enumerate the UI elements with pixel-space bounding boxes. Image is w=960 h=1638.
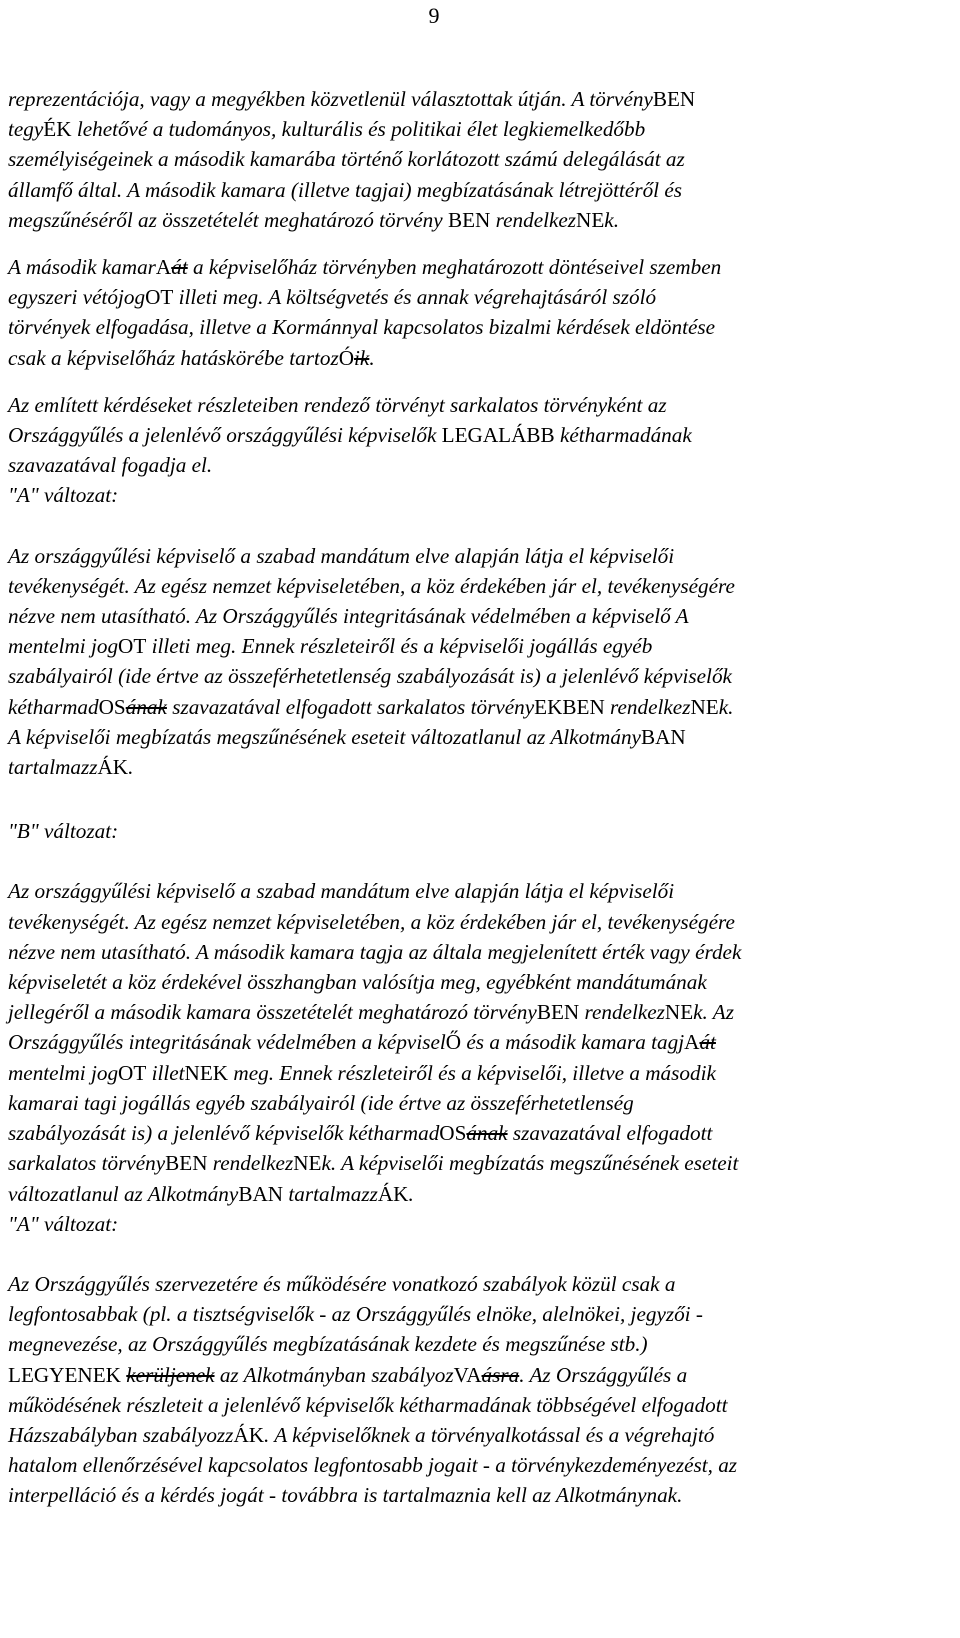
text-run: k. — [693, 1000, 713, 1025]
text-run: szabályozását is) a jelenlévő képviselők kétharmad — [8, 1121, 440, 1146]
text-run: illet — [146, 1060, 185, 1085]
text-line — [8, 114, 954, 144]
text-line — [8, 1118, 954, 1148]
text-run: Az — [712, 1000, 734, 1025]
paragraph — [8, 252, 954, 373]
text-run: A képviselőknek a törvényalkotással és a végrehajtó — [274, 1422, 715, 1447]
text-run: LEGALÁBB — [441, 423, 555, 448]
text-line — [8, 816, 954, 846]
text-run: képviseletét a köz érdekével összhangban valósítja meg, egyébként mandátumának — [8, 970, 707, 995]
paragraph — [8, 541, 954, 783]
text-run: OS — [439, 1121, 467, 1146]
text-run: Országgyűlés integritásának védelmében a képvisel — [8, 1030, 446, 1055]
text-line — [8, 1027, 954, 1057]
text-line — [8, 282, 954, 312]
text-run: működésének részleteit a jelenlévő képviselők kétharmadának többségével elfogadott — [8, 1392, 728, 1417]
text-run: megszűnéséről az összetételét meghatározó törvény — [8, 207, 448, 232]
text-run: szabályairól (ide értve az összeférhetetlenség szabályozását is) a jelenlévő képviselők — [8, 664, 732, 689]
text-run: tartalmazz — [8, 755, 98, 780]
document-body — [8, 84, 954, 1511]
text-run: tartalmazz — [283, 1181, 378, 1206]
text-run: VA — [453, 1362, 482, 1387]
text-run: NEK — [184, 1060, 229, 1085]
paragraph-gap — [8, 235, 954, 252]
text-line — [8, 1450, 954, 1480]
text-run: EKBEN — [534, 694, 605, 719]
text-run: ÁK — [377, 1181, 409, 1206]
text-run: Házszabályban szabályozz — [8, 1422, 234, 1447]
text-run: tevékenységét. — [8, 573, 135, 598]
text-line — [8, 1480, 954, 1510]
paragraph-gap — [8, 1239, 954, 1269]
text-line — [8, 420, 954, 450]
text-run: . — [264, 1422, 275, 1447]
text-run: OT — [118, 634, 147, 659]
page-number: 9 — [428, 3, 440, 28]
text-run: tevékenységét. — [8, 909, 135, 934]
text-line — [8, 937, 954, 967]
text-run: k. — [718, 694, 734, 719]
text-run: rendelkez — [490, 207, 577, 232]
paragraph — [8, 84, 954, 235]
text-run: LEGYENEK — [8, 1362, 121, 1387]
text-run: reprezentációja, vagy a megyékben közvetlenül választottak útján. A törvény — [8, 87, 653, 111]
text-run: kétharmad — [8, 694, 99, 719]
text-run: BAN — [640, 724, 686, 749]
text-run: kamarai tagi jogállás egyéb szabályairól (ide értve az összeférhetetlenség — [8, 1090, 634, 1115]
text-run: Az Országgyűlés a — [529, 1362, 688, 1387]
text-run: . — [128, 755, 134, 780]
text-line — [8, 967, 954, 997]
text-run: változatlanul az Alkotmány — [8, 1181, 239, 1206]
text-run: BEN — [652, 87, 696, 111]
text-run: . — [369, 345, 375, 370]
text-run: A második kamar — [8, 255, 156, 280]
text-line — [8, 1360, 954, 1390]
text-line — [8, 601, 954, 631]
text-run: megnevezése, az Országgyűlés megbízatásának kezdete és megszűnése stb.) — [8, 1332, 648, 1357]
paragraph-gap — [8, 782, 954, 816]
text-run: NE — [293, 1151, 322, 1176]
text-line — [8, 1390, 954, 1420]
text-run: Ennek részleteiről és a képviselői, illetve a második — [279, 1060, 716, 1085]
text-line — [8, 343, 954, 373]
paragraph — [8, 876, 954, 1208]
text-run: OT — [145, 285, 174, 310]
text-run: meg. — [228, 1060, 280, 1085]
text-run: BEN — [447, 207, 491, 232]
text-line — [8, 997, 954, 1027]
text-run: A — [155, 255, 172, 280]
text-run: tegy — [8, 117, 44, 142]
text-run: a képviselőház törvényben meghatározott döntéseivel szemben — [187, 255, 722, 280]
text-line — [8, 205, 954, 235]
text-run: BEN — [165, 1151, 208, 1176]
text-run: Országgyűlés a jelenlévő országgyűlési képviselők — [8, 423, 442, 448]
paragraph-gap — [8, 846, 954, 876]
text-line — [8, 692, 954, 722]
paragraph-gap — [8, 511, 954, 541]
text-line — [8, 631, 954, 661]
text-run: Az Országgyűlés szervezetére és működésére vonatkozó szabályok közül csak a — [8, 1271, 676, 1296]
text-run: személyiségeinek a második kamarába történő korlátozott számú delegálását az — [8, 147, 685, 172]
text-line — [8, 1420, 954, 1450]
text-run: rendelkez — [604, 694, 691, 719]
text-run: "A" változat: — [8, 483, 119, 508]
text-run: mentelmi jog — [8, 1060, 119, 1085]
text-run: Az egész nemzet képviseletében, a köz érdekében jár el, tevékenységére — [134, 909, 735, 934]
text-line — [8, 722, 954, 752]
text-run: BEN — [536, 1000, 580, 1025]
struck-text: ának — [466, 1121, 508, 1146]
text-run: "B" változat: — [8, 819, 119, 844]
text-run: jellegéről a második kamara összetételét meghatározó törvény — [8, 1000, 537, 1025]
text-run: lehetővé a tudományos, kulturális és politikai élet legkiemelkedőbb — [71, 117, 646, 142]
struck-text: át — [699, 1030, 716, 1055]
paragraph — [8, 480, 954, 510]
text-run: Az említett kérdéseket részleteiben rendező törvényt sarkalatos törvényként az — [8, 392, 667, 417]
text-line — [8, 1329, 954, 1359]
text-run: csak a képviselőház hatáskörébe tartoz — [8, 345, 339, 370]
paragraph — [8, 1209, 954, 1239]
text-run: államfő által. A második kamara (illetve tagjai) megbízatásának létrejöttéről és — [8, 177, 682, 202]
text-run: kétharmadának — [554, 423, 692, 448]
text-line — [8, 1058, 954, 1088]
text-run: szavazatával fogadja el. — [8, 453, 213, 478]
struck-text: ának — [125, 694, 167, 719]
text-run: Az országgyűlési képviselő a szabad mandátum elve alapján látja el képviselői — [8, 879, 675, 904]
text-run: Az országgyűlési képviselő a szabad mandátum elve alapján látja el képviselői — [8, 543, 675, 568]
text-run: NE — [690, 694, 719, 719]
paragraph — [8, 1269, 954, 1511]
text-run: legfontosabbak (pl. a tisztségviselők - az Országgyűlés elnöke, alelnökei, jegyzői - — [8, 1302, 703, 1327]
text-run: ÁK — [233, 1422, 265, 1447]
text-run: interpelláció és a kérdés jogát - továbbra is tartalmaznia kell az Alkotmánynak. — [8, 1483, 683, 1508]
text-run: sarkalatos törvény — [8, 1151, 166, 1176]
text-line — [8, 907, 954, 937]
text-run: illeti meg. — [173, 285, 269, 310]
text-line — [8, 752, 954, 782]
text-line — [8, 1299, 954, 1329]
text-run: k. — [321, 1151, 342, 1176]
text-line — [8, 252, 954, 282]
text-line — [8, 541, 954, 571]
text-line — [8, 1269, 954, 1299]
text-line — [8, 390, 954, 420]
text-run: . — [408, 1181, 414, 1206]
text-run: hatalom ellenőrzésével kapcsolatos legfontosabb jogait - a törvénykezdeményezést, az — [8, 1453, 738, 1478]
text-line — [8, 661, 954, 691]
text-run: Ő — [445, 1030, 462, 1055]
text-line — [8, 1209, 954, 1239]
text-line — [8, 312, 954, 342]
text-run: OT — [118, 1060, 147, 1085]
text-line — [8, 175, 954, 205]
text-line — [8, 144, 954, 174]
text-run: NE — [664, 1000, 694, 1025]
text-run: szavazatával elfogadott sarkalatos törvény — [166, 694, 535, 719]
text-line — [8, 450, 954, 480]
text-run: szavazatával elfogadott — [507, 1121, 713, 1146]
text-run: A költségvetés és annak végrehajtásáról szóló — [268, 285, 657, 310]
text-run: törvények elfogadása, illetve a Kormánnyal kapcsolatos bizalmi kérdések eldöntése — [8, 315, 716, 340]
text-run: k. — [604, 207, 619, 232]
text-run: Ennek részleteiről és a képviselői jogállás egyéb — [241, 634, 653, 659]
struck-text: ik — [354, 345, 370, 370]
text-line — [8, 876, 954, 906]
text-run: A képviselői megbízatás megszűnésének eseteit változatlanul az Alkotmány — [8, 724, 641, 749]
text-run: mentelmi jog — [8, 634, 119, 659]
text-line — [8, 1148, 954, 1178]
text-run: nézve nem utasítható. — [8, 939, 196, 964]
text-line — [8, 571, 954, 601]
text-run: BAN — [238, 1181, 284, 1206]
text-run: Az Országgyűlés integritásának védelmében a képviselő A — [195, 604, 689, 629]
text-run: ÉK — [43, 117, 72, 142]
text-run: illeti meg. — [146, 634, 242, 659]
struck-text: kerüljenek — [126, 1362, 215, 1387]
text-run: . — [519, 1362, 530, 1387]
text-run: nézve nem utasítható. — [8, 604, 196, 629]
text-run: NE — [576, 207, 605, 232]
paragraph — [8, 816, 954, 846]
text-run: A második kamara tagja az általa megjelenített érték vagy érdek — [195, 939, 742, 964]
text-run: és a második kamara tagj — [461, 1030, 685, 1055]
paragraph-gap — [8, 373, 954, 390]
paragraph — [8, 390, 954, 481]
text-line — [8, 1088, 954, 1118]
text-run: "A" változat: — [8, 1211, 119, 1236]
text-run: Az egész nemzet képviseletében, a köz érdekében jár el, tevékenységére — [134, 573, 735, 598]
struck-text: ásra — [481, 1362, 520, 1387]
text-run: az Alkotmányban szabályoz — [214, 1362, 454, 1387]
text-run: A — [684, 1030, 700, 1055]
text-line — [8, 1179, 954, 1209]
text-run: rendelkez — [207, 1151, 294, 1176]
text-run: A képviselői megbízatás megszűnésének eseteit — [341, 1151, 739, 1176]
text-run: egyszeri vétójog — [8, 285, 146, 310]
text-line — [8, 480, 954, 510]
text-line — [8, 84, 954, 114]
text-run: rendelkez — [579, 1000, 665, 1025]
struck-text: át — [171, 255, 188, 280]
text-run: OS — [98, 694, 126, 719]
text-run: ÁK — [97, 755, 129, 780]
text-run: Ó — [338, 345, 355, 370]
